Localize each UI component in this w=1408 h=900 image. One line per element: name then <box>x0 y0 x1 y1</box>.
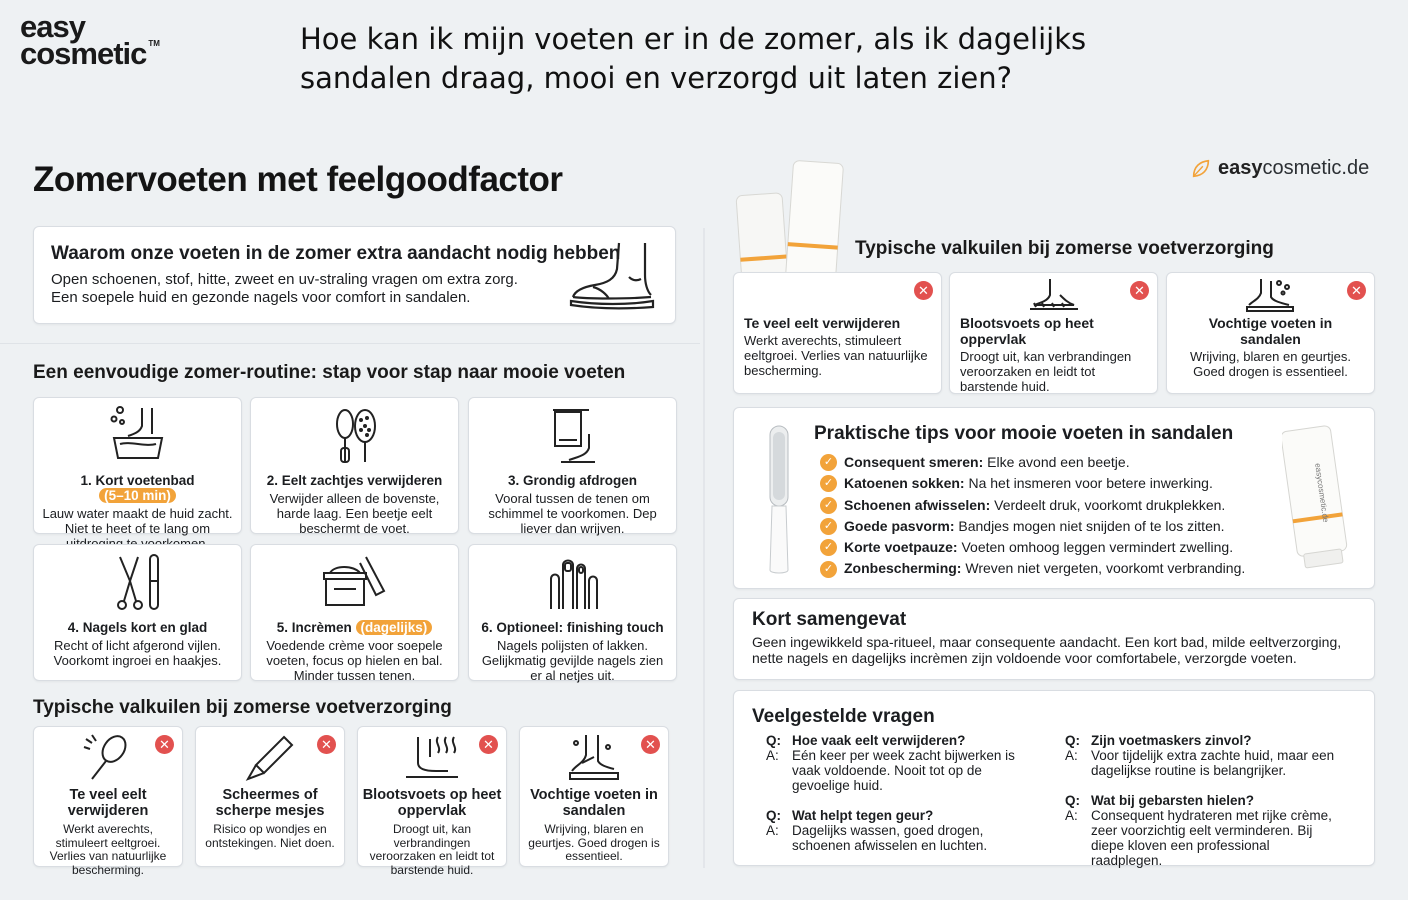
summary-card <box>733 598 1375 680</box>
step-text: Lauw water maakt de huid zacht. Niet te heet of te lang om <box>42 506 233 536</box>
check-icon: ✓ <box>820 518 837 535</box>
nail-clipper-icon <box>106 551 170 613</box>
step-text: Verwijder alleen de bovenste, harde laag. Een beetje eelt beschermt de voet. <box>269 491 440 536</box>
step-title: 3. Grondig afdrogen <box>507 473 637 488</box>
step-title: 6. Optioneel: finishing touch <box>481 620 664 635</box>
check-icon: ✓ <box>820 475 837 492</box>
page-title: Zomervoeten met feelgoodfactor <box>33 160 563 199</box>
brand-domain-rest: cosmetic.de <box>1262 157 1370 179</box>
routine-step-1 <box>33 397 242 534</box>
pitfall-title: Te veel eelt verwijderen <box>67 787 149 819</box>
pitfall-card-3 <box>357 726 507 877</box>
pitfalls-right-title: Typische valkuilen bij zomerse voetverzorging <box>855 238 1274 259</box>
tip-item: ✓ Consequent smeren: Elke avond een beetje. <box>820 452 1245 473</box>
foot-file-tool-image <box>764 424 794 576</box>
why-title: Waarom onze voeten in de zomer extra aandacht nodig hebben <box>51 243 621 264</box>
close-icon: ✕ <box>641 735 660 754</box>
towel-icon <box>541 404 605 466</box>
step-title: 5. Incrèmen (dagelijks) <box>259 620 450 635</box>
wet-sandal-icon <box>564 733 624 783</box>
faq-item-2: Q: Zijn voetmaskers zinvol? A: Voor tijdelijk extra zachte huid, maar een dagelijkse routine is belangrijker. <box>1065 733 1335 778</box>
cream-tube-image <box>1282 424 1348 574</box>
step-title: 2. Eelt zachtjes verwijderen <box>266 473 443 488</box>
pitfall-title: Scheermes of scherpe mesjes <box>215 787 325 819</box>
foot-bath-icon <box>106 404 170 464</box>
close-icon: ✕ <box>1130 281 1149 300</box>
tip-item: ✓ Goede pasvorm: Bandjes mogen niet snijden of te los zitten. <box>820 516 1245 537</box>
routine-step-2 <box>250 397 459 534</box>
faq-item-3: Q: Wat helpt tegen geur? A: Dagelijks wassen, goed drogen, schoenen afwisselen en luchten. <box>766 808 988 853</box>
section-divider <box>0 343 700 344</box>
close-icon: ✕ <box>479 735 498 754</box>
pitfall-right-text: Werkt averechts, stimuleert eeltgroei. Verlies van natuurlijke bescherming. <box>744 333 928 378</box>
pitfalls-left-title: Typische valkuilen bij zomerse voetverzorging <box>33 697 452 718</box>
close-icon: ✕ <box>317 735 336 754</box>
brand-domain[interactable] <box>1190 157 1369 180</box>
routine-step-6 <box>468 544 677 681</box>
check-icon: ✓ <box>820 497 837 514</box>
pitfall-right-text: Wrijving, blaren en geurtjes. Goed drogen is essentieel. <box>1190 349 1351 379</box>
polished-toes-icon <box>541 551 605 613</box>
cream-jar-icon <box>320 551 390 613</box>
razor-icon <box>242 733 298 783</box>
step-text: Recht of licht afgerond vijlen. Voorkomt ingroei en haakjes. <box>53 638 222 668</box>
routine-step-5 <box>250 544 459 681</box>
pitfall-title: Blootsvoets op heet oppervlak <box>362 787 502 819</box>
faq-item-4: Q: Wat bij gebarsten hielen? A: Consequent hydrateren met rijke crème, zeer voorzichtig eelt verminderen. Bij diepe kloven een professional raadplegen. <box>1065 793 1332 868</box>
tips-title: Praktische tips voor mooie voeten in sandalen <box>814 423 1234 444</box>
step-text: Voedende crème voor soepele voeten, focus op hielen en bal. Minder tussen tenen. <box>266 638 443 683</box>
pitfall-text: Droogt uit, kan verbrandingen veroorzaken en leidt tot barstende huid. <box>369 822 495 877</box>
wet-sandal-icon <box>1241 277 1301 313</box>
check-icon: ✓ <box>820 561 837 578</box>
hot-surface-icon <box>402 733 462 783</box>
brand-logo <box>20 9 190 71</box>
leaf-icon <box>1190 158 1212 180</box>
pitfall-text: Risico op wondjes en ontstekingen. Niet doen. <box>205 822 335 850</box>
pitfall-right-card-1 <box>733 272 942 394</box>
step-text: Nagels polijsten of lakken. Gelijkmatig gevijlde nagels zien er al netjes uit. <box>481 638 664 683</box>
routine-title: Een eenvoudige zomer-routine: stap voor stap naar mooie voeten <box>33 362 626 383</box>
pitfall-text: Werkt averechts, stimuleert eeltgroei. Verlies van natuurlijke bescherming. <box>49 822 167 877</box>
foot-file-icon <box>323 404 387 466</box>
faq-title: Veelgestelde vragen <box>752 706 935 727</box>
logo-line-2: cosmetic ™ <box>20 35 160 71</box>
pitfall-title: Vochtige voeten in sandalen <box>530 787 658 819</box>
step-text: Vooral tussen de tenen om schimmel te voorkomen. Dep liever dan wrijven. <box>488 491 657 536</box>
close-icon: ✕ <box>914 281 933 300</box>
svg-text:easycosmetic.de: easycosmetic.de <box>1313 462 1331 523</box>
why-line-2: Een soepele huid en gezonde nagels voor comfort in sandalen. <box>51 289 471 306</box>
pitfall-right-card-2 <box>949 272 1158 394</box>
tips-list <box>820 452 1245 580</box>
close-icon: ✕ <box>1347 281 1366 300</box>
logo-line-1: easy <box>20 9 85 44</box>
pitfall-right-title: Vochtige voeten in sandalen <box>1208 315 1333 347</box>
brand-domain-bold: easy <box>1218 157 1263 179</box>
pitfall-right-title: Blootsvoets op heet oppervlak <box>960 315 1094 347</box>
page-headline: Hoe kan ik mijn voeten er in de zomer, als ik dagelijks sandalen draag, mooi en verzorgd uit laten zien? <box>300 22 1087 95</box>
close-icon: ✕ <box>155 735 174 754</box>
summary-title: Kort samengevat <box>752 609 907 630</box>
summary-text: Geen ingewikkeld spa-ritueel, maar consequente aandacht. Een kort bad, milde eeltverzorging, nette nagels en dagelijks incrèmen zijn voldoende voor comfortabele, verzorgde voeten. <box>752 634 1342 666</box>
why-line-1: Open schoenen, stof, hitte, zweet en uv-straling vragen om extra zorg. <box>51 271 518 288</box>
tip-item: ✓ Schoenen afwisselen: Verdeelt druk, voorkomt drukplekken. <box>820 495 1245 516</box>
pitfall-card-4 <box>519 726 669 867</box>
routine-step-3 <box>468 397 677 534</box>
hot-surface-icon <box>1024 277 1084 311</box>
pitfall-right-title: Te veel eelt verwijderen <box>744 315 901 331</box>
pitfall-right-card-3 <box>1166 272 1375 394</box>
routine-step-4 <box>33 544 242 681</box>
pitfall-text: Wrijving, blaren en geurtjes. Goed drogen is essentieel. <box>528 822 660 863</box>
check-icon: ✓ <box>820 539 837 556</box>
tip-item: ✓ Zonbescherming: Wreven niet vergeten, voorkomt verbranding. <box>820 558 1245 579</box>
column-divider <box>703 228 705 868</box>
faq-item-1: Q: Hoe vaak eelt verwijderen? A: Eén keer per week zacht bijwerken is vaak voldoende. Nooit tot op de gevoelige huid. <box>766 733 1015 793</box>
pitfall-right-text: Droogt uit, kan verbrandingen veroorzaken en leidt tot barstende huid. <box>960 349 1132 394</box>
why-card <box>33 226 676 324</box>
step-title: 1. Kort voetenbad (5–10 min) <box>80 473 195 503</box>
pitfall-card-1 <box>33 726 183 877</box>
step-title: 4. Nagels kort en glad <box>67 620 208 635</box>
pitfall-card-2 <box>195 726 345 867</box>
check-icon: ✓ <box>820 454 837 471</box>
faq-card <box>733 690 1375 866</box>
brush-icon <box>80 733 136 783</box>
tip-item: ✓ Korte voetpauze: Voeten omhoog leggen vermindert zwelling. <box>820 537 1245 558</box>
tips-card <box>733 407 1375 589</box>
sandal-foot-icon <box>567 239 657 311</box>
tip-item: ✓ Katoenen sokken: Na het insmeren voor betere inwerking. <box>820 473 1245 494</box>
